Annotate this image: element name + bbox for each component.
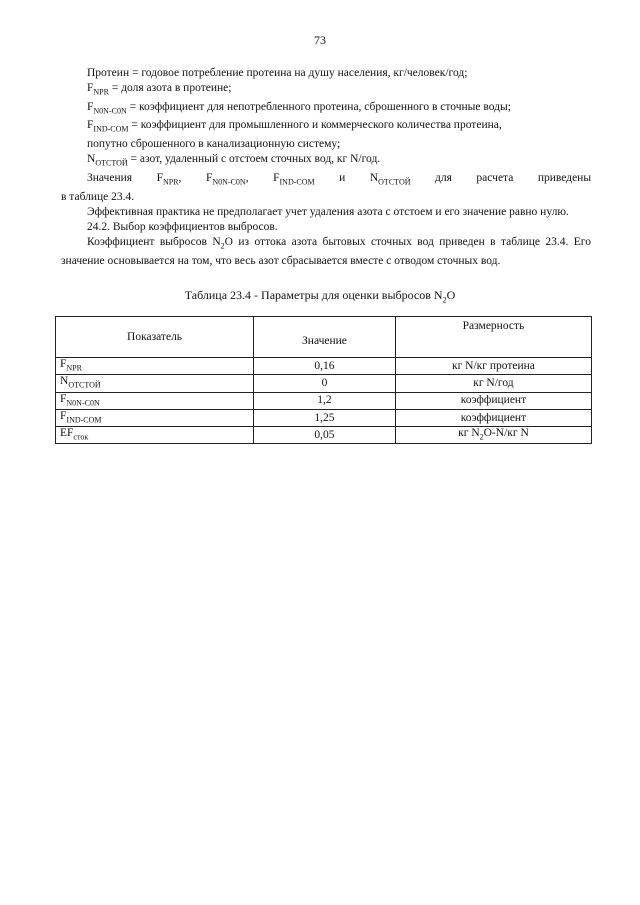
indicator-cell: $F_{N0N-C0N}$	[56, 392, 254, 409]
unit-cell: кг N/кг протеина	[395, 358, 591, 375]
definition-text: = коэффициент для промышленного и коммерческого количества протеина,	[128, 119, 502, 132]
unit-cell: коэффициент	[395, 392, 591, 409]
page-number: 73	[314, 33, 326, 47]
table-header-row	[56, 317, 592, 358]
table-row	[56, 427, 592, 444]
body-text	[61, 66, 591, 269]
header-unit: Размерность	[395, 317, 591, 358]
symbol-subscript: ОТСТОЙ	[378, 177, 411, 187]
value-cell: 1,25	[254, 409, 396, 426]
parameters-table	[55, 316, 592, 444]
unit-cell: кг $N_2O-N/кг$ N	[395, 427, 591, 444]
table-row	[56, 392, 592, 409]
symbol: N	[369, 171, 379, 184]
symbol: F	[87, 119, 94, 132]
symbol: F	[87, 100, 94, 113]
conjunction: и	[339, 171, 346, 184]
values-tail: для расчета приведены	[435, 171, 592, 184]
indicator-cell: $F_{NPR}$	[56, 358, 254, 375]
table-row	[56, 358, 592, 375]
symbol: F	[87, 82, 94, 95]
header-indicator: Показатель	[56, 317, 254, 358]
symbol: F	[205, 171, 213, 184]
indicator-cell: $N_{ОТСТОЙ}$	[56, 375, 254, 392]
unit-cell: коэффициент	[395, 409, 591, 426]
table-row	[56, 375, 592, 392]
symbol-subscript: ОТСТОЙ	[95, 158, 128, 168]
emission-factor-paragraph: Коэффициент выбросов $N_2O$ из оттока азота бытовых сточных вод приведен в таблице 23.4. Его значение основывается на том, что весь азот сбрасывается вместе с отводом сточных вод.	[61, 236, 591, 268]
definition-protein: Протеин = годовое потребление протеина на душу населения, кг/человек/год;	[87, 67, 468, 79]
symbol-subscript: N0N-C0N	[93, 106, 127, 116]
value-cell: 0,05	[254, 427, 396, 444]
values-reference-line: Значения $F_{NPR}$, $F_{N0N-C0N}$, $F_{IND-COM}$ и $N_{ОТСТОЙ}$ для расчета приведены	[87, 171, 592, 187]
definition-fnon-con	[61, 100, 591, 119]
table-reference: в таблице 23.4.	[61, 190, 135, 203]
header-value: Значение	[254, 317, 396, 358]
definition-fnpr	[61, 81, 591, 100]
definition-text: = коэффициент для непотребленного протеина, сброшенного в сточные воды;	[126, 100, 511, 113]
value-cell: 0	[254, 375, 396, 392]
indicator-cell: $EF_{сток}$	[56, 427, 254, 444]
practice-paragraph: Эффективная практика не предполагает учет удаления азота с отстоем и его значение равно нулю.	[87, 205, 569, 218]
symbol-subscript: IND-COM	[279, 177, 315, 187]
value-cell: 1,2	[254, 392, 396, 409]
values-label: Значения	[87, 171, 133, 184]
table-caption: Таблица 23.4 - Параметры для оценки выбросов $N_2O$	[184, 288, 456, 305]
indicator-cell: $F_{IND-COM}$	[56, 409, 254, 426]
definition-continuation: попутно сброшенного в канализационную систему;	[87, 138, 341, 151]
symbol-subscript: N0N-C0N	[212, 177, 246, 187]
symbol-subscript: NPR	[162, 177, 179, 187]
symbol-subscript: IND-COM	[93, 124, 129, 134]
section-heading: 24.2. Выбор коэффициентов выбросов.	[87, 221, 278, 234]
symbol: F	[156, 171, 163, 184]
definition-text: = доля азота в протеине;	[108, 82, 232, 95]
symbol: F	[273, 171, 280, 184]
definition-notstoy	[61, 152, 591, 171]
unit-cell: кг N/год	[395, 375, 591, 392]
symbol-subscript: NPR	[93, 87, 109, 97]
definition-find-com	[61, 118, 591, 137]
symbol: N	[87, 153, 96, 166]
value-cell: 0,16	[254, 358, 396, 375]
table-row	[56, 409, 592, 426]
definition-text: = азот, удаленный с отстоем сточных вод, кг N/год.	[127, 153, 381, 166]
